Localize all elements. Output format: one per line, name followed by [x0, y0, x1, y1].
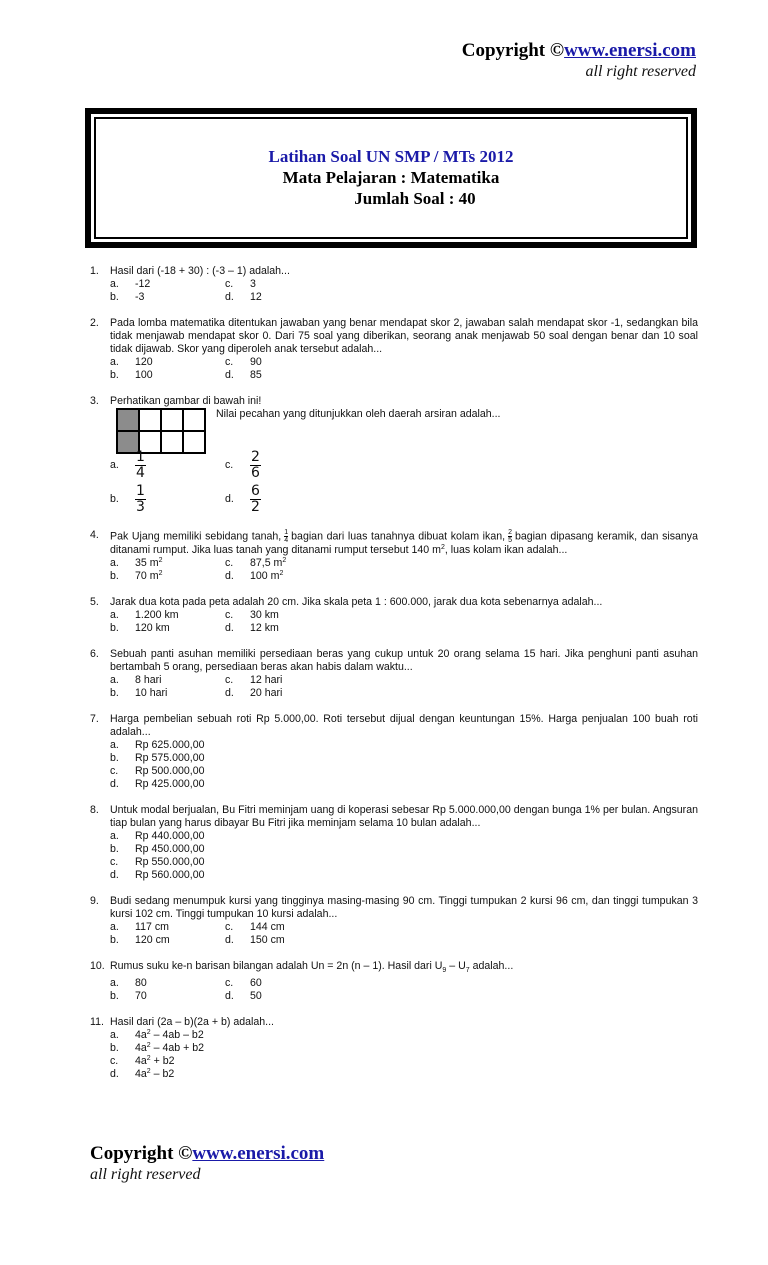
- numerator: 2: [508, 529, 512, 536]
- option-a[interactable]: [110, 278, 225, 291]
- option-b[interactable]: [110, 482, 225, 516]
- option-letter: b.: [110, 492, 119, 505]
- option-a[interactable]: [110, 977, 225, 990]
- option-value: 70: [135, 990, 147, 1003]
- option-value: 8 hari: [135, 674, 162, 686]
- fraction: [135, 450, 146, 481]
- answer-options: [110, 1029, 698, 1081]
- option-value: Rp 450.000,00: [135, 843, 205, 855]
- numerator: 1: [284, 529, 289, 536]
- text-part: – U: [446, 960, 466, 972]
- header-reserved: all right reserved: [585, 63, 696, 80]
- option-c[interactable]: [225, 278, 340, 291]
- question-6: [90, 648, 698, 700]
- denominator: 3: [136, 498, 145, 515]
- question-number: 10.: [90, 960, 105, 972]
- denominator: 6: [251, 464, 260, 481]
- text-part: Rumus suku ke-n barisan bilangan adalah Un = 2n (n – 1). Hasil dari U: [110, 960, 443, 972]
- numerator: 1: [136, 448, 145, 465]
- question-8: [90, 804, 698, 882]
- question-text: [110, 529, 698, 557]
- denominator: 5: [508, 537, 512, 544]
- option-value: Rp 560.000,00: [135, 869, 205, 881]
- copyright-prefix: Copyright ©: [90, 1143, 193, 1164]
- fraction: [250, 450, 261, 481]
- option-letter: c.: [225, 557, 234, 569]
- title-box: [85, 108, 697, 248]
- option-letter: a.: [110, 458, 119, 471]
- text-part: Pak Ujang memiliki sebidang tanah,: [110, 530, 282, 543]
- option-value: 4a: [135, 1042, 147, 1055]
- question-5: [90, 596, 698, 635]
- option-a[interactable]: [110, 1029, 310, 1042]
- option-d[interactable]: [110, 778, 310, 791]
- text-part: bagian dipasang keramik, dan sisanya ditanami rumput. Jika luas tanah yang ditanami rumput tersebut 140 m: [110, 530, 698, 556]
- question-text: Harga pembelian sebuah roti Rp 5.000,00. Roti tersebut dijual dengan keuntungan 15%. Harga penjualan 100 buah roti adalah...: [110, 713, 698, 738]
- option-value: – 4ab – b2: [150, 1029, 204, 1042]
- option-c[interactable]: [110, 856, 310, 869]
- question-number: 2.: [90, 317, 99, 329]
- option-a[interactable]: [110, 557, 225, 570]
- question-11: [90, 1016, 698, 1081]
- option-letter: c.: [225, 278, 234, 290]
- option-letter: a.: [110, 674, 119, 686]
- option-letter: c.: [225, 356, 234, 368]
- option-d[interactable]: [225, 687, 340, 700]
- option-d[interactable]: [110, 869, 310, 882]
- superscript: 2: [158, 570, 163, 577]
- text-part: bagian dari luas tanahnya dibuat kolam ikan,: [291, 530, 506, 543]
- option-d[interactable]: [110, 1068, 310, 1081]
- option-letter: c.: [225, 921, 234, 933]
- question-number: 6.: [90, 648, 99, 660]
- superscript: 2: [158, 557, 163, 564]
- option-letter: c.: [110, 856, 119, 868]
- option-b[interactable]: [110, 934, 225, 947]
- shaded-cell: [117, 409, 139, 431]
- option-b[interactable]: [110, 843, 310, 856]
- option-letter: c.: [225, 458, 234, 471]
- option-letter: b.: [110, 934, 119, 946]
- option-value: 4a: [135, 1055, 147, 1068]
- option-letter: a.: [110, 830, 119, 842]
- fraction: [135, 484, 146, 515]
- option-letter: b.: [110, 1042, 119, 1055]
- document-title: Latihan Soal UN SMP / MTs 2012: [268, 147, 514, 166]
- option-b[interactable]: [110, 622, 225, 635]
- denominator: 2: [251, 498, 260, 515]
- option-letter: d.: [225, 291, 234, 303]
- question-7: [90, 713, 698, 791]
- option-value: 85: [250, 369, 262, 381]
- title-text: [91, 146, 691, 209]
- footer-reserved: all right reserved: [90, 1166, 201, 1183]
- option-value: 12: [250, 291, 262, 303]
- question-text: Hasil dari (2a – b)(2a + b) adalah...: [110, 1016, 274, 1029]
- answer-options: [110, 356, 698, 382]
- question-text: Sebuah panti asuhan memiliki persediaan beras yang cukup untuk 20 orang selama 15 hari. Jika penghuni panti asuhan bertambah 5 orang, persediaan beras akan habis dalam waktu...: [110, 648, 698, 673]
- figure-caption: Nilai pecahan yang ditunjukkan oleh daerah arsiran adalah...: [216, 408, 501, 420]
- option-letter: d.: [225, 492, 234, 505]
- option-value: 35 m: [135, 557, 159, 569]
- option-value: 70 m: [135, 570, 159, 582]
- option-letter: a.: [110, 1029, 119, 1042]
- option-value: 50: [250, 990, 262, 1003]
- option-a[interactable]: [110, 356, 225, 369]
- answer-options: [110, 921, 698, 947]
- option-letter: b.: [110, 843, 119, 855]
- option-letter: a.: [110, 278, 119, 290]
- option-c[interactable]: [225, 921, 340, 934]
- option-letter: a.: [110, 739, 119, 751]
- option-value: 100: [135, 369, 153, 381]
- option-b[interactable]: [110, 1042, 310, 1055]
- option-b[interactable]: [110, 752, 310, 765]
- question-number: 11.: [90, 1016, 104, 1029]
- header-copyright: [462, 40, 696, 62]
- answer-options: [110, 278, 698, 304]
- option-value: 117 cm: [135, 921, 169, 933]
- option-letter: a.: [110, 557, 119, 569]
- answer-options: [110, 674, 698, 700]
- option-c[interactable]: [110, 765, 310, 778]
- text-part: , luas kolam ikan adalah...: [444, 544, 568, 556]
- question-1: [90, 265, 698, 304]
- grid-cell: [183, 409, 205, 431]
- option-value: 120 cm: [135, 934, 170, 946]
- option-c[interactable]: [225, 674, 340, 687]
- option-d[interactable]: [225, 570, 340, 583]
- answer-options: [110, 557, 698, 583]
- question-number: 7.: [90, 713, 99, 725]
- option-letter: a.: [110, 977, 119, 990]
- option-value: 3: [250, 278, 256, 290]
- option-a[interactable]: [110, 830, 310, 843]
- option-value: 100 m: [250, 570, 280, 582]
- option-letter: c.: [110, 765, 119, 777]
- question-text: Untuk modal berjualan, Bu Fitri meminjam uang di koperasi sebesar Rp 5.000.000,00 dengan bunga 1% per bulan. Angsuran tiap bulan yang harus dibayar Bu Fitri jika meminjam selama 10 bulan adalah...: [110, 804, 698, 829]
- option-value: 150 cm: [250, 934, 285, 946]
- option-letter: a.: [110, 921, 119, 933]
- option-value: -3: [135, 291, 145, 303]
- question-number: 3.: [90, 395, 99, 407]
- subscript: 7: [465, 967, 470, 975]
- option-c[interactable]: [225, 977, 340, 990]
- question-9: [90, 895, 698, 947]
- option-value: 12 hari: [250, 674, 283, 686]
- option-c[interactable]: [225, 609, 340, 622]
- numerator: 2: [251, 448, 260, 465]
- question-number: 5.: [90, 596, 99, 608]
- option-a[interactable]: [110, 674, 225, 687]
- superscript: 2: [440, 544, 445, 551]
- option-d[interactable]: [225, 482, 340, 516]
- option-letter: b.: [110, 369, 119, 381]
- option-c[interactable]: [225, 448, 340, 482]
- question-count: Jumlah Soal : 40: [354, 189, 476, 208]
- option-value: 30 km: [250, 609, 279, 621]
- answer-options: [110, 609, 698, 635]
- fraction-two-fifths: [508, 529, 512, 544]
- option-value: Rp 440.000,00: [135, 830, 205, 842]
- option-letter: b.: [110, 990, 119, 1003]
- option-value: 90: [250, 356, 262, 368]
- option-letter: d.: [225, 369, 234, 381]
- header-website-link[interactable]: www.enersi.com: [564, 40, 696, 61]
- superscript: 2: [146, 1042, 151, 1050]
- option-d[interactable]: [225, 990, 340, 1003]
- option-value: 20 hari: [250, 687, 283, 699]
- option-d[interactable]: [225, 934, 340, 947]
- superscript: 2: [146, 1055, 151, 1063]
- option-value: 4a: [135, 1029, 147, 1042]
- question-list: [90, 265, 698, 1094]
- fraction: [250, 484, 261, 515]
- option-letter: d.: [110, 778, 119, 790]
- question-3: [90, 395, 698, 516]
- option-d[interactable]: [225, 369, 340, 382]
- option-a[interactable]: [110, 739, 310, 752]
- answer-options: [110, 830, 698, 882]
- option-letter: d.: [225, 934, 234, 946]
- option-d[interactable]: [225, 622, 340, 635]
- option-value: 10 hari: [135, 687, 168, 699]
- question-number: 4.: [90, 529, 99, 541]
- grid-cell: [161, 409, 183, 431]
- option-value: 120 km: [135, 622, 170, 634]
- numerator: 6: [251, 482, 260, 499]
- option-c[interactable]: [225, 356, 340, 369]
- question-10: [90, 960, 698, 1003]
- option-letter: b.: [110, 752, 119, 764]
- option-letter: c.: [110, 1055, 119, 1068]
- option-letter: c.: [225, 674, 234, 686]
- option-letter: a.: [110, 356, 119, 368]
- option-value: 80: [135, 977, 147, 990]
- grid-cell: [139, 409, 161, 431]
- option-value: – b2: [150, 1068, 175, 1081]
- option-value: 60: [250, 977, 262, 990]
- footer-copyright: [90, 1143, 324, 1165]
- option-letter: b.: [110, 291, 119, 303]
- option-letter: b.: [110, 622, 119, 634]
- option-value: 120: [135, 356, 153, 368]
- question-text: Jarak dua kota pada peta adalah 20 cm. Jika skala peta 1 : 600.000, jarak dua kota sebenarnya adalah...: [110, 596, 603, 608]
- option-value: – 4ab + b2: [150, 1042, 205, 1055]
- option-letter: c.: [225, 977, 234, 990]
- fraction-one-quarter: [284, 529, 288, 544]
- option-letter: b.: [110, 687, 119, 699]
- option-a[interactable]: [110, 921, 225, 934]
- option-value: Rp 500.000,00: [135, 765, 205, 777]
- superscript: 2: [146, 1029, 151, 1037]
- option-value: Rp 625.000,00: [135, 739, 205, 751]
- option-letter: d.: [225, 687, 234, 699]
- question-text: Budi sedang menumpuk kursi yang tingginya masing-masing 90 cm. Tinggi tumpukan 2 kursi 96 cm, dan tinggi tumpukan 3 kursi 102 cm. Tinggi tumpukan 10 kursi adalah...: [110, 895, 698, 920]
- option-value: + b2: [150, 1055, 175, 1068]
- numerator: 1: [136, 482, 145, 499]
- question-text: [110, 960, 698, 977]
- option-a[interactable]: [110, 609, 225, 622]
- question-number: 8.: [90, 804, 99, 816]
- answer-options: [110, 448, 698, 516]
- copyright-prefix: Copyright ©: [461, 40, 565, 61]
- question-text: Hasil dari (-18 + 30) : (-3 – 1) adalah...: [110, 265, 290, 277]
- option-value: Rp 575.000,00: [135, 752, 205, 764]
- option-value: Rp 425.000,00: [135, 778, 205, 790]
- option-b[interactable]: [110, 687, 225, 700]
- option-c[interactable]: [110, 1055, 310, 1068]
- question-2: [90, 317, 698, 382]
- option-letter: d.: [225, 622, 234, 634]
- answer-options: [110, 739, 698, 791]
- option-value: Rp 550.000,00: [135, 856, 205, 868]
- subject-line: Mata Pelajaran : Matematika: [282, 168, 500, 187]
- option-a[interactable]: [110, 448, 225, 482]
- option-letter: b.: [110, 570, 119, 582]
- superscript: 2: [279, 570, 284, 577]
- option-letter: d.: [225, 570, 234, 582]
- option-b[interactable]: [110, 369, 225, 382]
- option-letter: c.: [225, 609, 234, 621]
- denominator: 4: [136, 464, 145, 481]
- question-number: 9.: [90, 895, 99, 907]
- page-header: [462, 40, 696, 82]
- question-text: Pada lomba matematika ditentukan jawaban yang benar mendapat skor 2, jawaban salah mendapat skor -1, sedangkan bila tidak menjawab mendapat skor 0. Dari 75 soal yang diberikan, seorang anak menjawab 50 soal dengan benar dan 10 soal tidak dijawab. Skor yang diperoleh anak tersebut adalah...: [110, 317, 698, 355]
- option-d[interactable]: [225, 291, 340, 304]
- option-b[interactable]: [110, 291, 225, 304]
- option-letter: d.: [225, 990, 234, 1003]
- subscript: 9: [442, 967, 447, 975]
- footer-website-link[interactable]: www.enersi.com: [192, 1143, 325, 1164]
- option-value: 1.200 km: [135, 609, 179, 621]
- option-b[interactable]: [110, 990, 225, 1003]
- superscript: 2: [146, 1068, 151, 1076]
- denominator: 4: [284, 537, 289, 544]
- option-letter: d.: [110, 869, 119, 881]
- option-value: -12: [135, 278, 151, 290]
- text-part: adalah...: [469, 960, 514, 972]
- option-value: 4a: [135, 1068, 147, 1081]
- question-text: Perhatikan gambar di bawah ini!: [110, 395, 262, 407]
- question-number: 1.: [90, 265, 99, 277]
- option-letter: d.: [110, 1068, 119, 1081]
- option-value: 144 cm: [250, 921, 285, 933]
- question-4: [90, 529, 698, 583]
- option-value: 87,5 m: [250, 557, 283, 569]
- option-letter: a.: [110, 609, 119, 621]
- page-footer: [90, 1143, 324, 1185]
- option-b[interactable]: [110, 570, 225, 583]
- superscript: 2: [282, 557, 287, 564]
- option-value: 12 km: [250, 622, 279, 634]
- answer-options: [110, 977, 698, 1003]
